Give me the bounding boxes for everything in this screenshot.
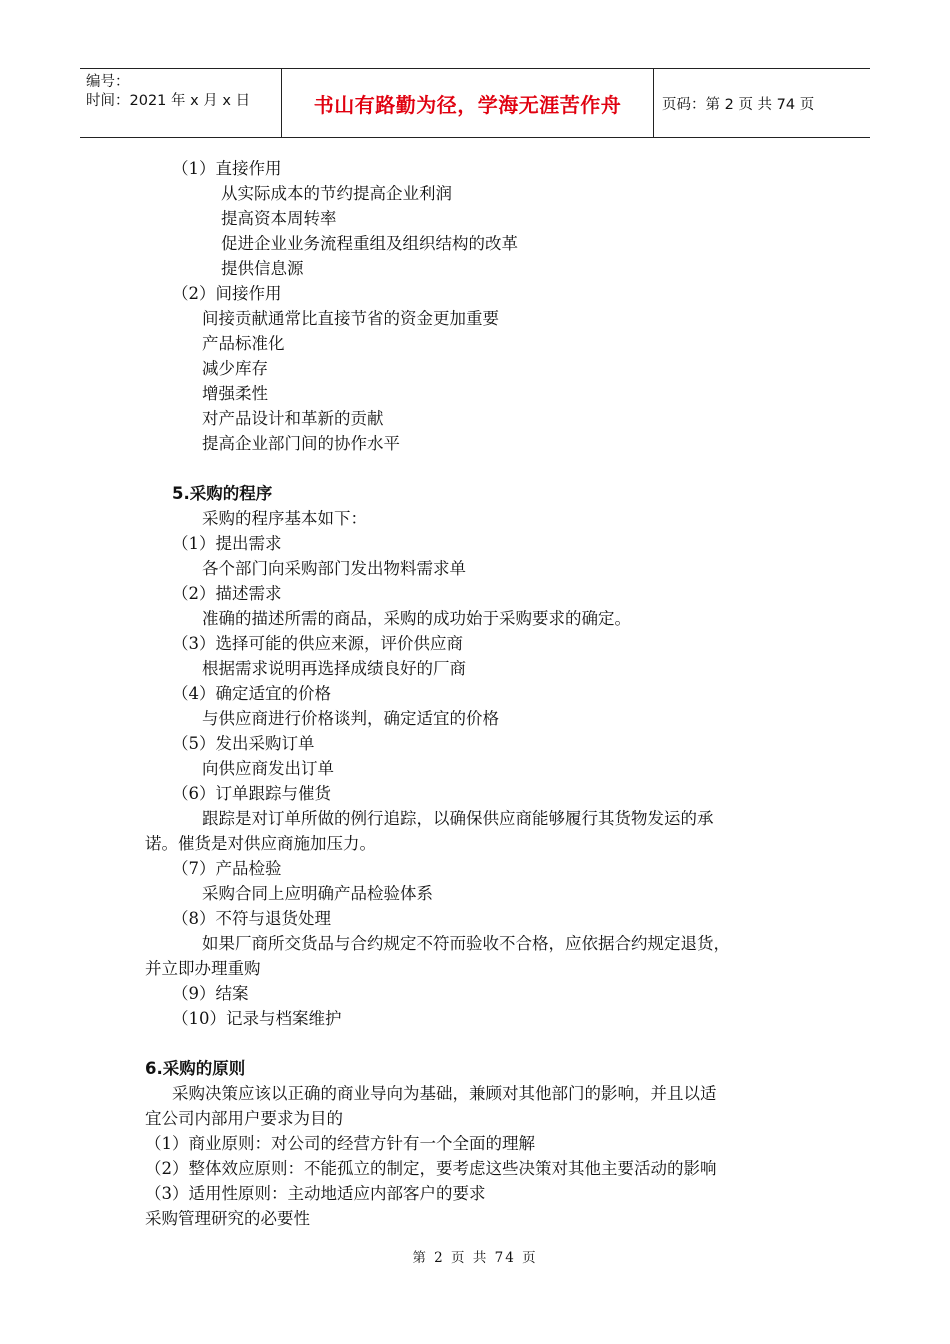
body-line: 促进企业业务流程重组及组织结构的改革: [221, 234, 518, 253]
section-item-direct: （1）直接作用: [172, 159, 282, 178]
body-line: 提供信息源: [221, 259, 304, 278]
list-item: （5）发出采购订单: [172, 734, 315, 753]
document-number-label: 编号：: [86, 74, 130, 90]
section-heading-procedure: 5.采购的程序: [172, 484, 273, 503]
body-line: 根据需求说明再选择成绩良好的厂商: [202, 659, 466, 678]
list-item: （4）确定适宜的价格: [172, 684, 331, 703]
list-item: （3）适用性原则：主动地适应内部客户的要求: [145, 1184, 486, 1203]
body-line: 宜公司内部用户要求为目的: [145, 1109, 343, 1128]
body-line: 增强柔性: [202, 384, 268, 403]
body-line: 间接贡献通常比直接节省的资金更加重要: [202, 309, 499, 328]
list-item: （2）描述需求: [172, 584, 282, 603]
section-heading-principles: 6.采购的原则: [145, 1059, 246, 1078]
body-line: 采购决策应该以正确的商业导向为基础，兼顾对其他部门的影响，并且以适: [172, 1084, 717, 1103]
body-line: 对产品设计和革新的贡献: [202, 409, 384, 428]
body-line: 采购管理研究的必要性: [145, 1209, 310, 1228]
body-line: 如果厂商所交货品与合约规定不符而验收不合格，应依据合约规定退货，: [202, 934, 730, 953]
body-line: 向供应商发出订单: [202, 759, 334, 778]
section-item-indirect: （2）间接作用: [172, 284, 282, 303]
list-item: （6）订单跟踪与催货: [172, 784, 331, 803]
list-item: （3）选择可能的供应来源，评价供应商: [172, 634, 463, 653]
body-line: 从实际成本的节约提高企业利润: [221, 184, 452, 203]
body-line: 减少库存: [202, 359, 268, 378]
header-left-cell: [80, 69, 282, 137]
header-motto: 书山有路勤为径，学海无涯苦作舟: [282, 69, 654, 137]
body-line: 与供应商进行价格谈判，确定适宜的价格: [202, 709, 499, 728]
body-line: 并立即办理重购: [145, 959, 261, 978]
body-line: 准确的描述所需的商品，采购的成功始于采购要求的确定。: [202, 609, 631, 628]
body-line: 采购的程序基本如下：: [202, 509, 367, 528]
header-page-info: 页码：第 2 页 共 74 页: [662, 96, 815, 113]
list-item: （9）结案: [172, 984, 249, 1003]
list-item: （1）商业原则：对公司的经营方针有一个全面的理解: [145, 1134, 535, 1153]
body-line: 提高资本周转率: [221, 209, 337, 228]
header-table: [80, 68, 870, 138]
body-line: 产品标准化: [202, 334, 285, 353]
document-date-label: 时间：2021 年 x 月 x 日: [86, 93, 251, 109]
body-line: 跟踪是对订单所做的例行追踪，以确保供应商能够履行其货物发运的承: [202, 809, 714, 828]
body-line: 诺。催货是对供应商施加压力。: [145, 834, 376, 853]
list-item: （1）提出需求: [172, 534, 282, 553]
page-footer: 第 2 页 共 74 页: [412, 1250, 538, 1266]
list-item: （10）记录与档案维护: [172, 1009, 342, 1028]
body-line: 各个部门向采购部门发出物料需求单: [202, 559, 466, 578]
list-item: （7）产品检验: [172, 859, 282, 878]
body-line: 采购合同上应明确产品检验体系: [202, 884, 433, 903]
list-item: （8）不符与退货处理: [172, 909, 331, 928]
list-item: （2）整体效应原则：不能孤立的制定，要考虑这些决策对其他主要活动的影响: [145, 1159, 717, 1178]
body-line: 提高企业部门间的协作水平: [202, 434, 400, 453]
